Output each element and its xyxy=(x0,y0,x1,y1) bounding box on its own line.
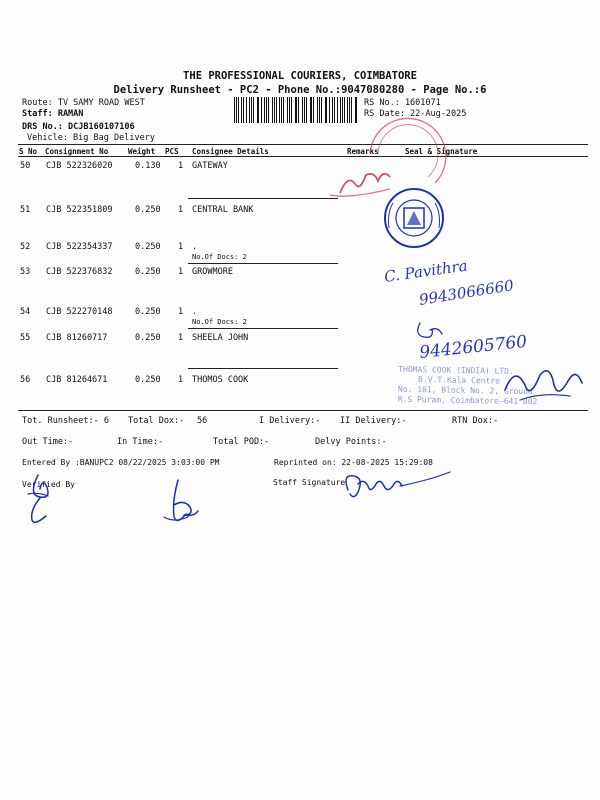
stamp-line-4: R.S Puram, Coimbatore-641 002 xyxy=(397,394,538,407)
row-pcs: 1 xyxy=(178,161,184,171)
row-weight: 0.250 xyxy=(135,375,161,385)
header-bottom-rule xyxy=(18,156,588,157)
barcode-bar xyxy=(325,97,326,123)
row-consignee: THOMOS COOK xyxy=(192,375,249,385)
delvy-points: Delvy Points:- xyxy=(315,437,387,447)
barcode-bar xyxy=(241,97,242,123)
row-consignment: CJB 522270148 xyxy=(46,307,113,317)
rs-date: RS Date: 22-Aug-2025 xyxy=(364,109,467,119)
total-dox-value: 56 xyxy=(197,416,208,426)
barcode-bar xyxy=(234,97,235,123)
barcode-bar xyxy=(313,97,314,123)
ii-delivery: II Delivery:- xyxy=(340,416,407,426)
staff-signature-label: Staff Signature xyxy=(273,478,346,487)
barcode-bar xyxy=(261,97,262,123)
barcode-bar xyxy=(317,97,318,123)
row-sno: 52 xyxy=(20,242,31,252)
row-divider xyxy=(188,198,338,199)
row-weight: 0.130 xyxy=(135,161,161,171)
barcode-bar xyxy=(268,97,269,123)
col-consignee: Consignee Details xyxy=(192,147,269,156)
header-top-rule xyxy=(18,144,588,145)
col-sno: S No xyxy=(19,147,38,156)
barcode-bar xyxy=(281,97,282,123)
row-consignment: CJB 522326020 xyxy=(46,161,113,171)
in-time: In Time:- xyxy=(117,437,164,447)
stamp-line-1: THOMAS COOK (INDIA) LTD. xyxy=(398,364,514,376)
barcode-bar xyxy=(287,97,288,123)
row-consignment: CJB 81260717 xyxy=(46,333,108,343)
row-pcs: 1 xyxy=(178,205,184,215)
row-pcs: 1 xyxy=(178,375,184,385)
i-delivery: I Delivery:- xyxy=(259,416,321,426)
stamp-line-2: B.V.T.Kala Centre xyxy=(418,375,501,386)
row-consignee: GATEWAY xyxy=(192,161,228,171)
row-sno: 51 xyxy=(20,205,31,215)
consignee-signature xyxy=(500,360,590,420)
row-divider xyxy=(188,368,338,369)
barcode-bar xyxy=(291,97,292,123)
staff-label: Staff: RAMAN xyxy=(22,109,84,119)
row-consignee: . xyxy=(192,307,198,317)
row-consignee: CENTRAL BANK xyxy=(192,205,254,215)
entered-by: Entered By :BANUPC2 08/22/2025 3:03:00 PM xyxy=(22,458,220,467)
row-consignee: GROWMORE xyxy=(192,267,233,277)
vehicle-label: Vehicle: Big Bag Delivery xyxy=(27,133,155,143)
handwritten-phone: 9943066660 xyxy=(417,276,515,309)
row-pcs: 1 xyxy=(178,333,184,343)
row-sno: 50 xyxy=(20,161,31,171)
barcode-bar xyxy=(302,97,303,123)
out-time: Out Time:- xyxy=(22,437,74,447)
row-divider xyxy=(188,263,338,264)
verifier-signature-2 xyxy=(160,475,220,530)
row-consignee: . xyxy=(192,242,198,252)
col-weight: Weight xyxy=(128,147,156,156)
barcode-bar xyxy=(298,97,299,123)
row-divider xyxy=(188,328,338,329)
handwritten-name-phone xyxy=(380,256,580,320)
row-docs: No.Of Docs: 2 xyxy=(192,318,247,326)
verified-by: Verified By xyxy=(22,480,75,489)
route-label: Route: TV SAMY ROAD WEST xyxy=(22,98,145,108)
stamp-line-3: No. 101, Block No. 2, Ground xyxy=(397,384,533,397)
row-weight: 0.250 xyxy=(135,242,161,252)
rs-number: RS No.: 1601071 xyxy=(364,98,441,108)
row-sno: 53 xyxy=(20,267,31,277)
row-pcs: 1 xyxy=(178,307,184,317)
barcode-bar xyxy=(272,97,273,123)
barcode-bar xyxy=(279,97,280,123)
verifier-signature-1 xyxy=(20,470,80,530)
runsheet-title: Delivery Runsheet - PC2 - Phone No.:9047080280 - Page No.:6 xyxy=(113,84,487,96)
row-consignment: CJB 81264671 xyxy=(46,375,108,385)
col-pcs: PCS xyxy=(165,147,179,156)
total-pod: Total POD:- xyxy=(213,437,270,447)
staff-signature xyxy=(340,468,460,508)
company-title: THE PROFESSIONAL COURIERS, COIMBATORE xyxy=(183,70,417,82)
barcode-bar xyxy=(249,97,250,123)
row-consignment: CJB 522376832 xyxy=(46,267,113,277)
row-consignee: SHEELA JOHN xyxy=(192,333,249,343)
row-sno: 56 xyxy=(20,375,31,385)
barcode-bar xyxy=(253,97,254,123)
col-remarks: Remarks xyxy=(347,147,379,156)
col-consignment: Consignment No xyxy=(45,147,109,156)
row-weight: 0.250 xyxy=(135,307,161,317)
row-weight: 0.250 xyxy=(135,267,161,277)
total-dox-label: Total Dox:- xyxy=(128,416,185,426)
total-runsheet: Tot. Runsheet:- 6 xyxy=(22,416,109,426)
row-pcs: 1 xyxy=(178,267,184,277)
barcode-bar xyxy=(246,97,247,123)
row-consignment: CJB 522354337 xyxy=(46,242,113,252)
row-sno: 55 xyxy=(20,333,31,343)
barcode-bar xyxy=(310,97,311,123)
row-consignment: CJB 522351809 xyxy=(46,205,113,215)
handwritten-name: C. Pavithra xyxy=(383,256,469,286)
row-weight: 0.250 xyxy=(135,333,161,343)
row-docs: No.Of Docs: 2 xyxy=(192,253,247,261)
drs-label: DRS No.: DCJB160107106 xyxy=(22,122,135,132)
row-sno: 54 xyxy=(20,307,31,317)
bank-seal xyxy=(378,188,458,258)
row-pcs: 1 xyxy=(178,242,184,252)
col-seal: Seal & Signature xyxy=(405,147,478,156)
row-weight: 0.250 xyxy=(135,205,161,215)
reprinted-on: Reprinted on: 22-08-2025 15:29:08 xyxy=(274,458,433,467)
handwritten-phone-text: 9442605760 xyxy=(418,331,529,363)
rtn-dox: RTN Dox:- xyxy=(452,416,499,426)
